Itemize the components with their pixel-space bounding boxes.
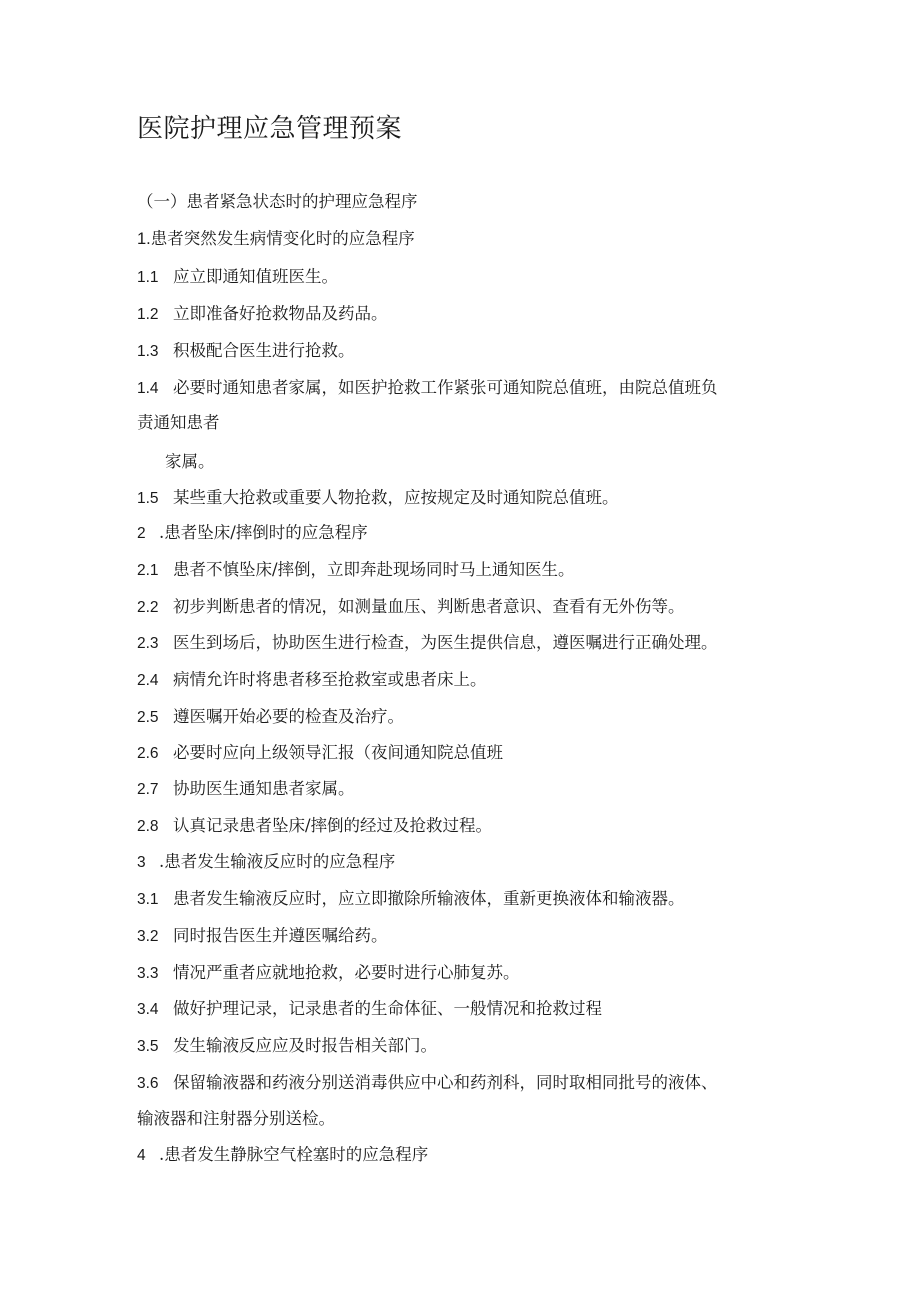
- item-number: 3.4: [137, 1001, 159, 1018]
- item-number: 2.1: [137, 562, 159, 579]
- item-number: 3.6: [137, 1075, 159, 1092]
- subsection-heading-text: .患者坠床/摔倒时的应急程序: [159, 523, 368, 542]
- list-item: [137, 997, 602, 1022]
- item-number: 3.3: [137, 965, 159, 982]
- item-number: 1.3: [137, 343, 159, 360]
- item-text: 认真记录患者坠床/摔倒的经过及抢救过程。: [173, 816, 493, 835]
- item-text: 发生输液反应应及时报告相关部门。: [173, 1036, 437, 1055]
- list-item: [137, 777, 355, 802]
- subsection-heading: [137, 1143, 428, 1168]
- item-text: 患者发生输液反应时，应立即撤除所输液体，重新更换液体和输液器。: [173, 889, 685, 908]
- item-number: 1.4: [137, 380, 159, 397]
- item-text: 患者不慎坠床/摔倒，立即奔赴现场同时马上通知医生。: [173, 560, 575, 579]
- list-item: [137, 1071, 718, 1096]
- item-number: 1.1: [137, 269, 159, 286]
- item-number: 1.2: [137, 306, 159, 323]
- subsection-number: 3: [137, 854, 146, 871]
- list-item: [137, 1034, 437, 1059]
- list-item: [137, 631, 718, 656]
- subsection-heading: [137, 227, 415, 251]
- item-continuation: [165, 450, 215, 474]
- document-title: 医院护理应急管理预案: [137, 114, 403, 144]
- item-number: 3.5: [137, 1038, 159, 1055]
- list-item: [137, 961, 520, 986]
- list-item: [137, 265, 338, 290]
- item-number: 1.5: [137, 490, 159, 507]
- list-item: [137, 668, 487, 693]
- section-heading: [137, 190, 418, 214]
- item-text: 病情允许时将患者移至抢救室或患者床上。: [173, 670, 487, 689]
- item-text: 输液器和注射器分别送检。: [137, 1109, 335, 1128]
- item-text: 必要时通知患者家属，如医护抢救工作紧张可通知院总值班，由院总值班负: [173, 378, 718, 397]
- item-text: 遵医嘱开始必要的检查及治疗。: [173, 707, 404, 726]
- list-item: [137, 595, 685, 620]
- subsection-heading-text: .患者发生静脉空气栓塞时的应急程序: [159, 1145, 429, 1164]
- item-text: 积极配合医生进行抢救。: [173, 341, 355, 360]
- list-item: [137, 924, 388, 949]
- item-continuation: [137, 411, 220, 435]
- list-item: [137, 814, 492, 839]
- list-item: [137, 558, 575, 583]
- subsection-heading-text: 患者突然发生病情变化时的应急程序: [150, 229, 415, 248]
- list-item: [137, 486, 619, 511]
- item-number: 2.4: [137, 672, 159, 689]
- item-text: 责通知患者: [137, 413, 220, 432]
- item-text: 应立即通知值班医生。: [173, 267, 338, 286]
- item-number: 2.8: [137, 818, 159, 835]
- item-text: 某些重大抢救或重要人物抢救，应按规定及时通知院总值班。: [173, 488, 619, 507]
- item-text: 同时报告医生并遵医嘱给药。: [173, 926, 388, 945]
- list-item: [137, 705, 404, 730]
- item-text: 初步判断患者的情况，如测量血压、判断患者意识、查看有无外伤等。: [173, 597, 685, 616]
- subsection-heading: [137, 850, 395, 875]
- item-text: 家属。: [165, 452, 215, 471]
- item-number: 2.6: [137, 745, 159, 762]
- item-number: 2.5: [137, 709, 159, 726]
- item-text: 协助医生通知患者家属。: [173, 779, 355, 798]
- subsection-heading: [137, 521, 368, 546]
- item-text: 必要时应向上级领导汇报（夜间通知院总值班: [173, 743, 503, 762]
- section-heading-text: （一）患者紧急状态时的护理应急程序: [137, 192, 418, 211]
- item-continuation: [137, 1107, 335, 1131]
- item-text: 情况严重者应就地抢救，必要时进行心肺复苏。: [173, 963, 520, 982]
- item-number: 2.7: [137, 781, 159, 798]
- list-item: [137, 376, 718, 401]
- subsection-number: 4: [137, 1147, 146, 1164]
- item-text: 保留输液器和药液分别送消毒供应中心和药剂科，同时取相同批号的液体、: [173, 1073, 718, 1092]
- item-text: 做好护理记录，记录患者的生命体征、一般情况和抢救过程: [173, 999, 602, 1018]
- item-text: 医生到场后，协助医生进行检查，为医生提供信息，遵医嘱进行正确处理。: [173, 633, 718, 652]
- subsection-number: 2: [137, 525, 146, 542]
- item-text: 立即准备好抢救物品及药品。: [173, 304, 388, 323]
- subsection-heading-text: .患者发生输液反应时的应急程序: [159, 852, 396, 871]
- item-number: 3.2: [137, 928, 159, 945]
- list-item: [137, 887, 685, 912]
- subsection-number: 1.: [137, 230, 151, 248]
- list-item: [137, 339, 355, 364]
- item-number: 2.2: [137, 599, 159, 616]
- item-number: 2.3: [137, 635, 159, 652]
- list-item: [137, 741, 503, 766]
- list-item: [137, 302, 388, 327]
- item-number: 3.1: [137, 891, 159, 908]
